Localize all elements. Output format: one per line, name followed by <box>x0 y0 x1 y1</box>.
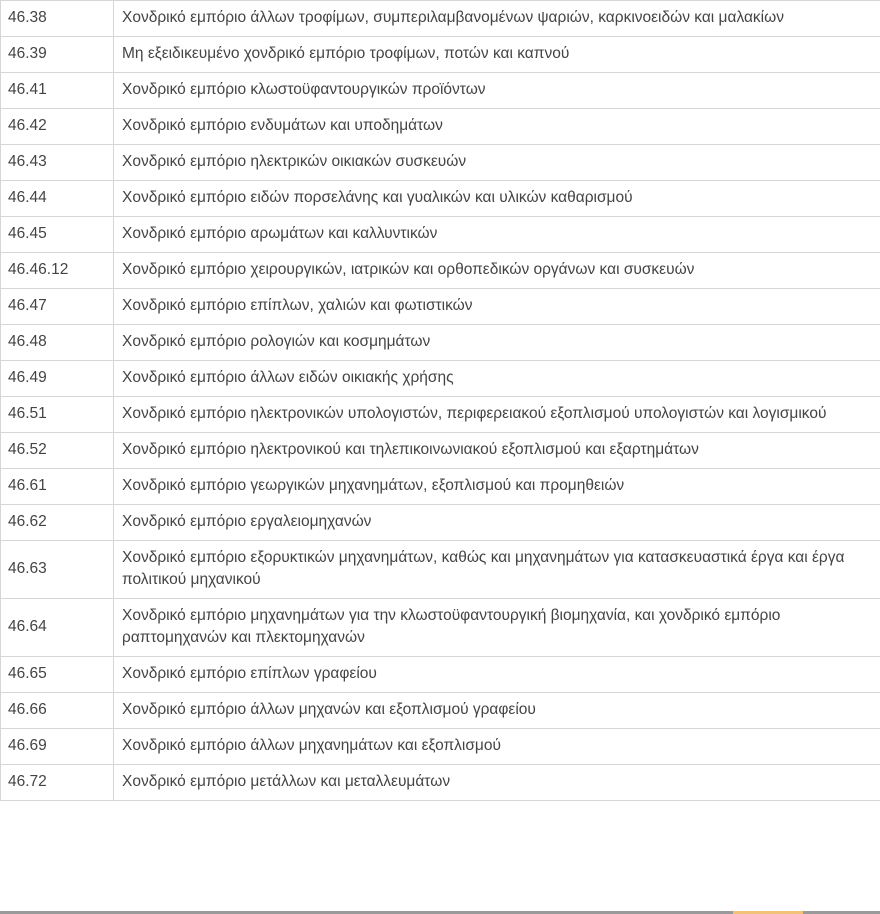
table-row <box>1 397 880 433</box>
activity-description: Χονδρικό εμπόριο άλλων μηχανών και εξοπλισμού γραφείου <box>114 693 880 729</box>
table-row <box>1 361 880 397</box>
table-row <box>1 253 880 289</box>
activity-code: 46.43 <box>1 145 114 181</box>
table-row <box>1 1 880 37</box>
activity-description: Χονδρικό εμπόριο ηλεκτρικών οικιακών συσκευών <box>114 145 880 181</box>
activity-code: 46.42 <box>1 109 114 145</box>
activity-description: Χονδρικό εμπόριο γεωργικών μηχανημάτων, εξοπλισμού και προμηθειών <box>114 469 880 505</box>
table-row <box>1 73 880 109</box>
activity-code: 46.63 <box>1 541 114 599</box>
table-row <box>1 37 880 73</box>
activity-description: Χονδρικό εμπόριο μετάλλων και μεταλλευμάτων <box>114 765 880 801</box>
activity-description: Χονδρικό εμπόριο εξορυκτικών μηχανημάτων, καθώς και μηχανημάτων για κατασκευαστικά έργα και έργα πολιτικού μηχανικού <box>114 541 880 599</box>
activity-code: 46.52 <box>1 433 114 469</box>
activity-description: Χονδρικό εμπόριο επίπλων, χαλιών και φωτιστικών <box>114 289 880 325</box>
activity-description: Χονδρικό εμπόριο άλλων μηχανημάτων και εξοπλισμού <box>114 729 880 765</box>
activity-code: 46.48 <box>1 325 114 361</box>
table-row <box>1 217 880 253</box>
activity-description: Μη εξειδικευμένο χονδρικό εμπόριο τροφίμων, ποτών και καπνού <box>114 37 880 73</box>
activity-code: 46.51 <box>1 397 114 433</box>
table-row <box>1 109 880 145</box>
activity-code: 46.38 <box>1 1 114 37</box>
activity-code: 46.64 <box>1 599 114 657</box>
table-row <box>1 145 880 181</box>
activity-code: 46.47 <box>1 289 114 325</box>
activity-description: Χονδρικό εμπόριο μηχανημάτων για την κλωστοϋφαντουργική βιομηχανία, και χονδρικό εμπόριο ραπτομηχανών και πλεκτομηχανών <box>114 599 880 657</box>
table-row <box>1 599 880 657</box>
table-row <box>1 729 880 765</box>
activity-description: Χονδρικό εμπόριο κλωστοϋφαντουργικών προϊόντων <box>114 73 880 109</box>
activity-description: Χονδρικό εμπόριο ηλεκτρονικού και τηλεπικοινωνιακού εξοπλισμού και εξαρτημάτων <box>114 433 880 469</box>
activity-code: 46.61 <box>1 469 114 505</box>
activity-description: Χονδρικό εμπόριο επίπλων γραφείου <box>114 657 880 693</box>
activity-description: Χονδρικό εμπόριο ειδών πορσελάνης και γυαλικών και υλικών καθαρισμού <box>114 181 880 217</box>
table-row <box>1 325 880 361</box>
table-row <box>1 657 880 693</box>
table-row <box>1 693 880 729</box>
activity-description: Χονδρικό εμπόριο αρωμάτων και καλλυντικών <box>114 217 880 253</box>
activity-code: 46.39 <box>1 37 114 73</box>
table-row <box>1 469 880 505</box>
activity-description: Χονδρικό εμπόριο άλλων τροφίμων, συμπεριλαμβανομένων ψαριών, καρκινοειδών και μαλακίων <box>114 1 880 37</box>
activity-description: Χονδρικό εμπόριο ηλεκτρονικών υπολογιστών, περιφερειακού εξοπλισμού υπολογιστών και λογισμικού <box>114 397 880 433</box>
table-row <box>1 181 880 217</box>
table-row <box>1 541 880 599</box>
activity-code: 46.62 <box>1 505 114 541</box>
activity-description: Χονδρικό εμπόριο ενδυμάτων και υποδημάτων <box>114 109 880 145</box>
activity-code: 46.49 <box>1 361 114 397</box>
activity-code: 46.45 <box>1 217 114 253</box>
table-row <box>1 289 880 325</box>
activity-description: Χονδρικό εμπόριο εργαλειομηχανών <box>114 505 880 541</box>
activity-code: 46.41 <box>1 73 114 109</box>
activity-code: 46.69 <box>1 729 114 765</box>
activity-code: 46.66 <box>1 693 114 729</box>
table-row <box>1 433 880 469</box>
activity-description: Χονδρικό εμπόριο άλλων ειδών οικιακής χρήσης <box>114 361 880 397</box>
activity-code: 46.72 <box>1 765 114 801</box>
activity-code: 46.65 <box>1 657 114 693</box>
activity-description: Χονδρικό εμπόριο χειρουργικών, ιατρικών και ορθοπεδικών οργάνων και συσκευών <box>114 253 880 289</box>
table-row <box>1 505 880 541</box>
activity-description: Χονδρικό εμπόριο ρολογιών και κοσμημάτων <box>114 325 880 361</box>
table-row <box>1 765 880 801</box>
activity-code: 46.46.12 <box>1 253 114 289</box>
activity-code: 46.44 <box>1 181 114 217</box>
